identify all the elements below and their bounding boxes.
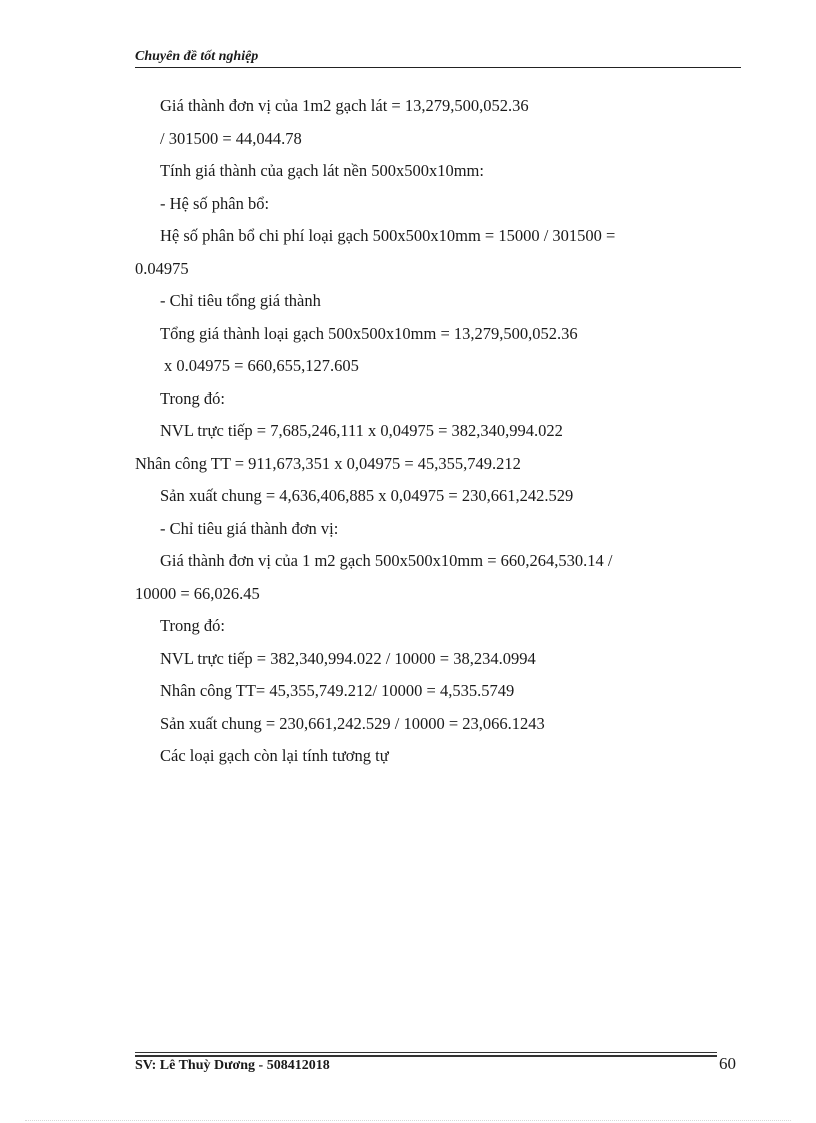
body-line-11: NVL trực tiếp = 7,685,246,111 x 0,04975 = 382,340,994.022: [160, 421, 563, 440]
body-line-10: Trong đó:: [160, 388, 225, 408]
body-line-20: Sản xuất chung = 230,661,242.529 / 10000 = 23,066.1243: [160, 713, 545, 733]
body-line-16: 10000 = 66,026.45: [135, 583, 260, 603]
body-line-18: NVL trực tiếp = 382,340,994.022 / 10000 = 38,234.0994: [160, 648, 536, 668]
body-line-9: x 0.04975 = 660,655,127.605: [164, 356, 359, 375]
body-line-3: Tính giá thành của gạch lát nền 500x500x10mm:: [160, 161, 484, 180]
body-line-14: - Chỉ tiêu giá thành đơn vị:: [160, 518, 339, 538]
body-line-12: Nhân công TT = 911,673,351 x 0,04975 = 45,355,749.212: [135, 453, 521, 473]
footer-divider-thin: [135, 1052, 717, 1053]
footer-divider-thick: [135, 1055, 717, 1057]
body-line-2: / 301500 = 44,044.78: [160, 128, 302, 148]
document-body: [135, 93, 695, 776]
body-line-15: Giá thành đơn vị của 1 m2 gạch 500x500x10mm = 660,264,530.14 /: [160, 551, 613, 570]
body-line-1: Giá thành đơn vị của 1m2 gạch lát = 13,279,500,052.36: [160, 96, 529, 115]
body-line-17: Trong đó:: [160, 616, 225, 635]
body-line-13: Sản xuất chung = 4,636,406,885 x 0,04975 = 230,661,242.529: [160, 486, 574, 505]
body-line-21: Các loại gạch còn lại tính tương tự: [160, 746, 389, 765]
body-line-5: Hệ số phân bổ chi phí loại gạch 500x500x10mm = 15000 / 301500 =: [160, 226, 616, 245]
body-line-6: 0.04975: [135, 258, 189, 278]
body-line-7: - Chỉ tiêu tổng giá thành: [160, 291, 321, 310]
page-header-title: Chuyên đề tốt nghiệp: [135, 49, 259, 64]
body-line-19: Nhân công TT= 45,355,749.212/ 10000 = 4,535.5749: [160, 681, 515, 700]
footer-student-info: SV: Lê Thuỳ Dương - 508412018: [135, 1058, 330, 1073]
page-number: 60: [719, 1054, 736, 1073]
header-divider: [135, 67, 741, 68]
body-line-4: - Hệ số phân bổ:: [160, 193, 270, 213]
page-bottom-border: [25, 1120, 791, 1121]
body-line-8: Tổng giá thành loại gạch 500x500x10mm = 13,279,500,052.36: [160, 323, 578, 343]
